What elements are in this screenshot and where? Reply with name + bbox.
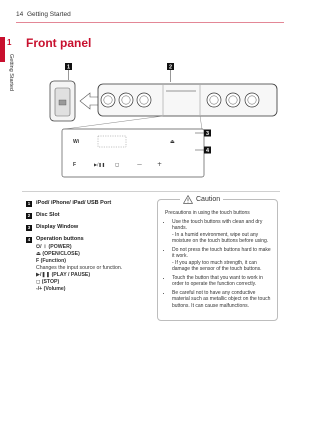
parts-legend [26,200,146,293]
legend-item-1 [26,200,146,207]
device-front-view [98,84,277,116]
legend-text: Display Window [36,224,79,230]
op-volume: -/+ (Volume) [36,286,66,292]
legend-item-2 [26,212,146,219]
chapter-number: 1 [7,38,12,47]
caution-list [165,219,271,310]
power-touch-label: Wi [73,139,80,145]
function-touch-label: F [73,162,77,168]
caution-item: • Do not press the touch buttons hard to make it work. - If you apply too much strength, it can damage the sensor of the touch buttons. [172,247,271,273]
caution-intro: Precautions in using the touch buttons [165,210,250,216]
callout-1 [65,63,72,80]
section-divider [22,191,280,192]
display-window [98,136,126,147]
legend-text: Operation buttons [36,236,84,242]
op-eject: ⏏ (OPEN/CLOSE) [36,251,80,257]
caution-item: • Touch the button that you want to work in order to operate the function correctly. [172,275,271,288]
callout-1-label: 1 [66,64,71,71]
op-play: ▶/❚❚ (PLAY / PAUSE) [36,272,91,278]
callout-2 [167,63,174,82]
callout-2-label: 2 [168,64,173,71]
legend-badge: 4 [27,236,31,242]
op-power: ⏻/ ⏽ (POWER) [36,244,72,250]
legend-badge: 2 [27,212,31,218]
page-number: 14 [16,11,24,18]
legend-item-3 [26,224,146,231]
legend-badge: 1 [27,200,31,206]
front-panel-diagram [0,0,300,190]
chapter-label: Getting Started [8,54,14,91]
callout-3-label: 3 [205,131,210,137]
caution-item: • Be careful not to have any conductive material such as metallic object on the touch buttons. It can cause malfunctions. [172,290,271,310]
caution-item: • Use the touch buttons with clean and dry hands. - In a humid environment, wipe out any moisture on the touch buttons before using. [172,219,271,245]
caution-header [180,195,223,204]
stop-touch-label: ◻ [115,162,120,168]
warning-triangle-icon [183,195,193,204]
op-function: F (Function) [36,258,66,264]
legend-text: iPod/ iPhone/ iPad/ USB Port [36,200,112,206]
page-title: Front panel [26,36,92,50]
volume-up-touch-label: + [157,161,163,168]
caution-box [157,196,278,321]
op-stop: ◻ (STOP) [36,279,60,285]
volume-down-touch-label: — [137,162,142,168]
caution-title: Caution [196,196,221,203]
direction-arrow [80,93,100,109]
legend-item-4 [26,236,146,243]
legend-text: Disc Slot [36,212,60,218]
header-section: Getting Started [27,11,71,18]
play-touch-label: ▶/❚❚ [94,162,106,167]
legend-badge: 3 [27,224,31,230]
device-side-view [50,81,75,121]
control-panel-zoom [62,129,204,177]
eject-touch-label: ⏏ [170,139,175,145]
callout-4-label: 4 [205,148,210,154]
op-function-desc: Changes the input source or function. [36,265,123,271]
